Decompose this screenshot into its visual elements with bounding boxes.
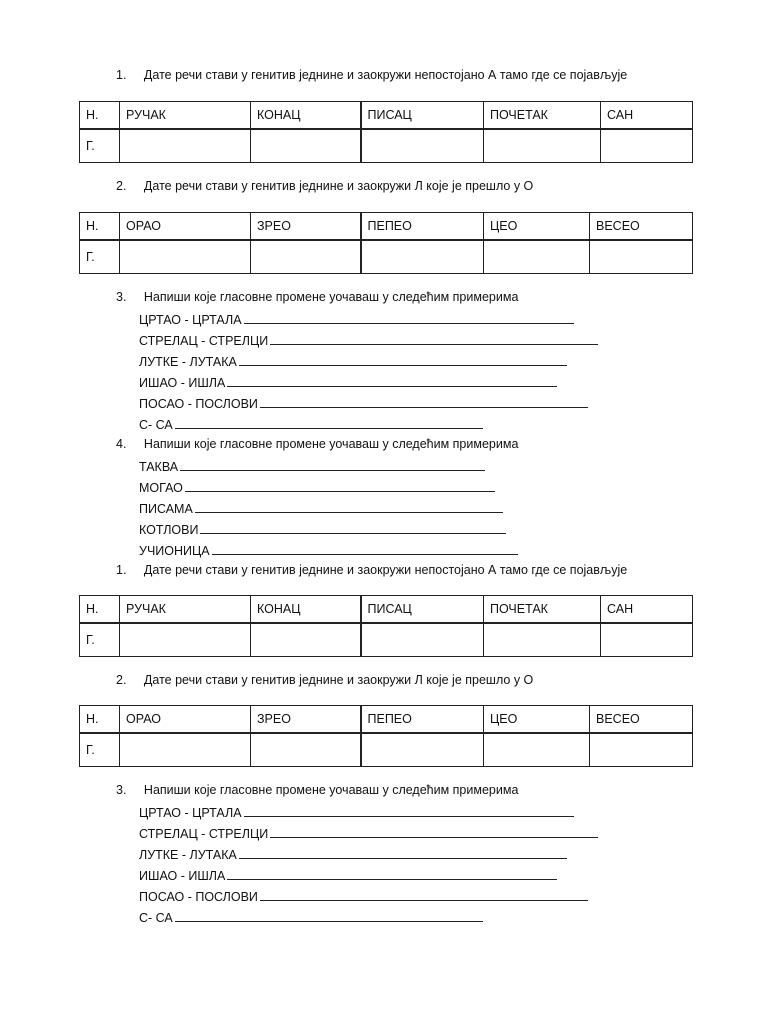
answer-blank[interactable] [227, 374, 557, 387]
example-line [139, 521, 506, 537]
question-text: Дате речи стави у генитив једнине и заокружи непостојано А тамо где се појављује [143, 68, 628, 82]
example-line [139, 846, 567, 862]
genitive-table-1 [79, 101, 693, 163]
question-text: Дате речи стави у генитив једнине и заокружи непостојано А тамо где се појављује [143, 563, 628, 577]
genitive-label: Г. [80, 129, 120, 163]
answer-cell[interactable] [120, 129, 251, 163]
question-text: Дате речи стави у генитив једнине и заокружи Л које је прешло у О [143, 179, 534, 193]
example-text: УЧИОНИЦА [139, 544, 210, 558]
word-cell: ПИСАЦ [361, 102, 484, 130]
answer-blank[interactable] [185, 479, 495, 492]
answer-cell[interactable] [361, 733, 484, 767]
question-4-heading [116, 437, 518, 451]
word-cell: ВЕСЕО [590, 213, 693, 241]
example-text: ИШАО - ИШЛА [139, 376, 226, 390]
question-text: Напиши које гласовне промене уочаваш у следећим примерима [143, 290, 519, 304]
answer-cell[interactable] [484, 623, 601, 657]
question-3-heading [116, 290, 518, 304]
example-line [139, 458, 485, 474]
answer-blank[interactable] [175, 416, 483, 429]
answer-blank[interactable] [227, 867, 557, 880]
word-cell: ПЕПЕО [361, 706, 484, 734]
answer-cell[interactable] [120, 623, 251, 657]
example-line [139, 374, 557, 390]
genitive-table-1 [79, 595, 693, 657]
example-text: МОГАО [139, 481, 183, 495]
answer-blank[interactable] [195, 500, 503, 513]
answer-cell[interactable] [251, 240, 361, 274]
example-line [139, 311, 574, 327]
answer-blank[interactable] [212, 542, 518, 555]
answer-blank[interactable] [260, 395, 588, 408]
answer-blank[interactable] [239, 353, 567, 366]
answer-cell[interactable] [484, 733, 590, 767]
example-text: С- СА [139, 418, 173, 432]
example-text: ПИСАМА [139, 502, 193, 516]
answer-cell[interactable] [361, 240, 484, 274]
example-line [139, 825, 598, 841]
question-number: 3. [116, 290, 127, 304]
word-cell: ЗРЕО [251, 706, 361, 734]
question-number: 1. [116, 563, 127, 577]
answer-cell[interactable] [120, 240, 251, 274]
word-cell: САН [601, 596, 693, 624]
answer-cell[interactable] [484, 129, 601, 163]
word-cell: ПОЧЕТАК [484, 596, 601, 624]
example-text: СТРЕЛАЦ - СТРЕЛЦИ [139, 827, 269, 841]
word-cell: ВЕСЕО [590, 706, 693, 734]
question-text: Напиши које гласовне промене уочаваш у следећим примерима [143, 783, 519, 797]
word-cell: ЗРЕО [251, 213, 361, 241]
nominative-label: Н. [80, 596, 120, 624]
answer-blank[interactable] [244, 804, 574, 817]
word-cell: ОРАО [120, 706, 251, 734]
word-cell: ЦЕО [484, 213, 590, 241]
answer-blank[interactable] [244, 311, 574, 324]
example-text: ИШАО - ИШЛА [139, 869, 226, 883]
word-cell: РУЧАК [120, 102, 251, 130]
answer-blank[interactable] [260, 888, 588, 901]
question-2-heading [116, 673, 533, 687]
word-cell: КОНАЦ [251, 102, 361, 130]
answer-cell[interactable] [120, 733, 251, 767]
example-line [139, 867, 557, 883]
example-line [139, 353, 567, 369]
example-text: ПОСАО - ПОСЛОВИ [139, 890, 258, 904]
genitive-label: Г. [80, 623, 120, 657]
answer-cell[interactable] [361, 623, 484, 657]
answer-blank[interactable] [270, 825, 598, 838]
example-text: КОТЛОВИ [139, 523, 199, 537]
example-text: ТАКВА [139, 460, 179, 474]
question-2-heading [116, 179, 533, 193]
question-number: 2. [116, 673, 127, 687]
example-line [139, 332, 598, 348]
word-cell: САН [601, 102, 693, 130]
example-line [139, 888, 588, 904]
answer-cell[interactable] [601, 623, 693, 657]
example-text: ПОСАО - ПОСЛОВИ [139, 397, 258, 411]
example-text: С- СА [139, 911, 173, 925]
answer-blank[interactable] [239, 846, 567, 859]
word-cell: ПЕПЕО [361, 213, 484, 241]
word-cell: ЦЕО [484, 706, 590, 734]
nominative-label: Н. [80, 102, 120, 130]
answer-cell[interactable] [601, 129, 693, 163]
example-line [139, 416, 483, 432]
answer-cell[interactable] [251, 623, 361, 657]
question-text: Дате речи стави у генитив једнине и заокружи Л које је прешло у О [143, 673, 534, 687]
example-line [139, 500, 503, 516]
genitive-label: Г. [80, 733, 120, 767]
question-number: 2. [116, 179, 127, 193]
example-text: ЛУТКЕ - ЛУТАКА [139, 355, 237, 369]
genitive-label: Г. [80, 240, 120, 274]
answer-blank[interactable] [175, 909, 483, 922]
question-number: 1. [116, 68, 127, 82]
example-text: СТРЕЛАЦ - СТРЕЛЦИ [139, 334, 269, 348]
word-cell: ОРАО [120, 213, 251, 241]
word-cell: РУЧАК [120, 596, 251, 624]
nominative-label: Н. [80, 213, 120, 241]
word-cell: ПОЧЕТАК [484, 102, 601, 130]
answer-cell[interactable] [484, 240, 590, 274]
example-text: ЦРТАО - ЦРТАЛА [139, 313, 242, 327]
answer-cell[interactable] [590, 240, 693, 274]
answer-cell[interactable] [251, 733, 361, 767]
question-text: Напиши које гласовне промене уочаваш у следећим примерима [143, 437, 519, 451]
answer-blank[interactable] [200, 521, 506, 534]
question-number: 3. [116, 783, 127, 797]
example-text: ЛУТКЕ - ЛУТАКА [139, 848, 237, 862]
example-text: ЦРТАО - ЦРТАЛА [139, 806, 242, 820]
example-line [139, 395, 588, 411]
answer-blank[interactable] [180, 458, 485, 471]
example-line [139, 909, 483, 925]
word-cell: ПИСАЦ [361, 596, 484, 624]
example-line [139, 804, 574, 820]
example-line [139, 479, 495, 495]
answer-cell[interactable] [590, 733, 693, 767]
example-line [139, 542, 518, 558]
question-1-heading [116, 563, 627, 577]
nominative-label: Н. [80, 706, 120, 734]
question-1-heading [116, 68, 627, 82]
genitive-table-2 [79, 705, 693, 767]
question-number: 4. [116, 437, 127, 451]
answer-cell[interactable] [251, 129, 361, 163]
word-cell: КОНАЦ [251, 596, 361, 624]
genitive-table-2 [79, 212, 693, 274]
answer-blank[interactable] [270, 332, 598, 345]
answer-cell[interactable] [361, 129, 484, 163]
question-3-heading [116, 783, 518, 797]
